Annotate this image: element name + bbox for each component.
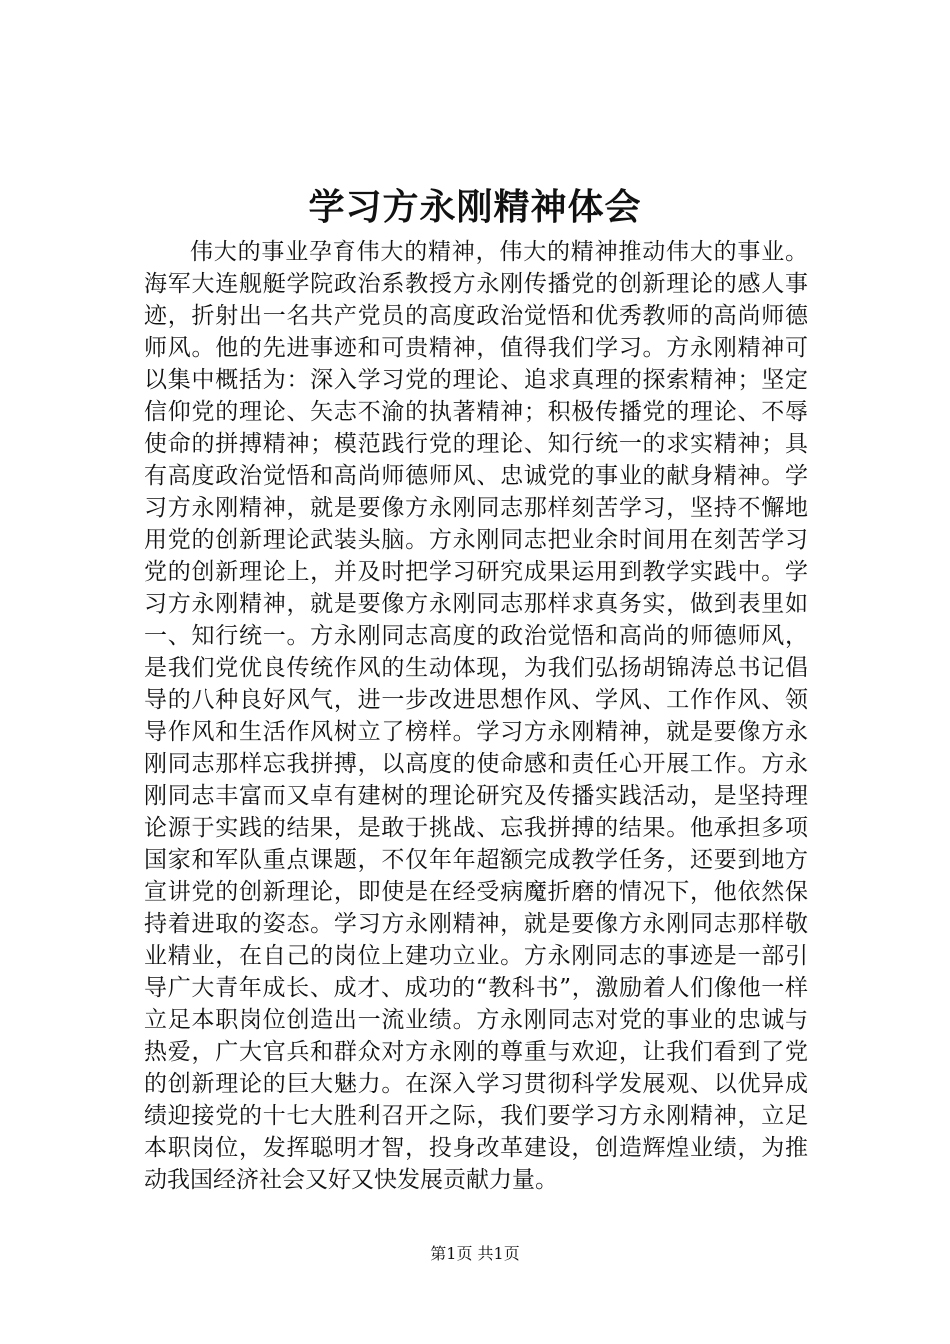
page-footer: 第1页 共1页 (430, 1244, 520, 1263)
document-body: 伟大的事业孕育伟大的精神，伟大的精神推动伟大的事业。海军大连舰艇学院政治系教授方永刚传播党的创新理论的感人事迹，折射出一名共产党员的高度政治觉悟和优秀教师的高尚师德师风。他的先进事迹和可贵精神，值得我们学习。方永刚精神可以集中概括为：深入学习党的理论、追求真理的探索精神；坚定信仰党的理论、矢志不渝的执著精神；积极传播党的理论、不辱使命的拼搏精神；模范践行党的理论、知行统一的求实精神；具有高度政治觉悟和高尚师德师风、忠诚党的事业的献身精神。学习方永刚精神，就是要像方永刚同志那样刻苦学习，坚持不懈地用党的创新理论武装头脑。方永刚同志把业余时间用在刻苦学习党的创新理论上，并及时把学习研究成果运用到教学实践中。学习方永刚精神，就是要像方永刚同志那样求真务实，做到表里如一、知行统一。方永刚同志高度的政治觉悟和高尚的师德师风，是我们党优良传统作风的生动体现，为我们弘扬胡锦涛总书记倡导的八种良好风气，进一步改进思想作风、学风、工作作风、领导作风和生活作风树立了榜样。学习方永刚精神，就是要像方永刚同志那样忘我拼搏，以高度的使命感和责任心开展工作。方永刚同志丰富而又卓有建树的理论研究及传播实践活动，是坚持理论源于实践的结果，是敢于挑战、忘我拼搏的结果。他承担多项国家和军队重点课题，不仅年年超额完成教学任务，还要到地方宣讲党的创新理论，即使是在经受病魔折磨的情况下，他依然保持着进取的姿态。学习方永刚精神，就是要像方永刚同志那样敬业精业，在自己的岗位上建功立业。方永刚同志的事迹是一部引导广大青年成长、成才、成功的“教科书”，激励着人们像他一样立足本职岗位创造出一流业绩。方永刚同志对党的事业的忠诚与热爱，广大官兵和群众对方永刚的尊重与欢迎，让我们看到了党的创新理论的巨大魅力。在深入学习贯彻科学发展观、以优异成绩迎接党的十七大胜利召开之际，我们要学习方永刚精神，立足本职岗位，发挥聪明才智，投身改革建设，创造辉煌业绩，为推动我国经济社会又好又快发展贡献力量。 (144, 239, 808, 1193)
document-title: 学习方永刚精神体会 (308, 186, 642, 228)
